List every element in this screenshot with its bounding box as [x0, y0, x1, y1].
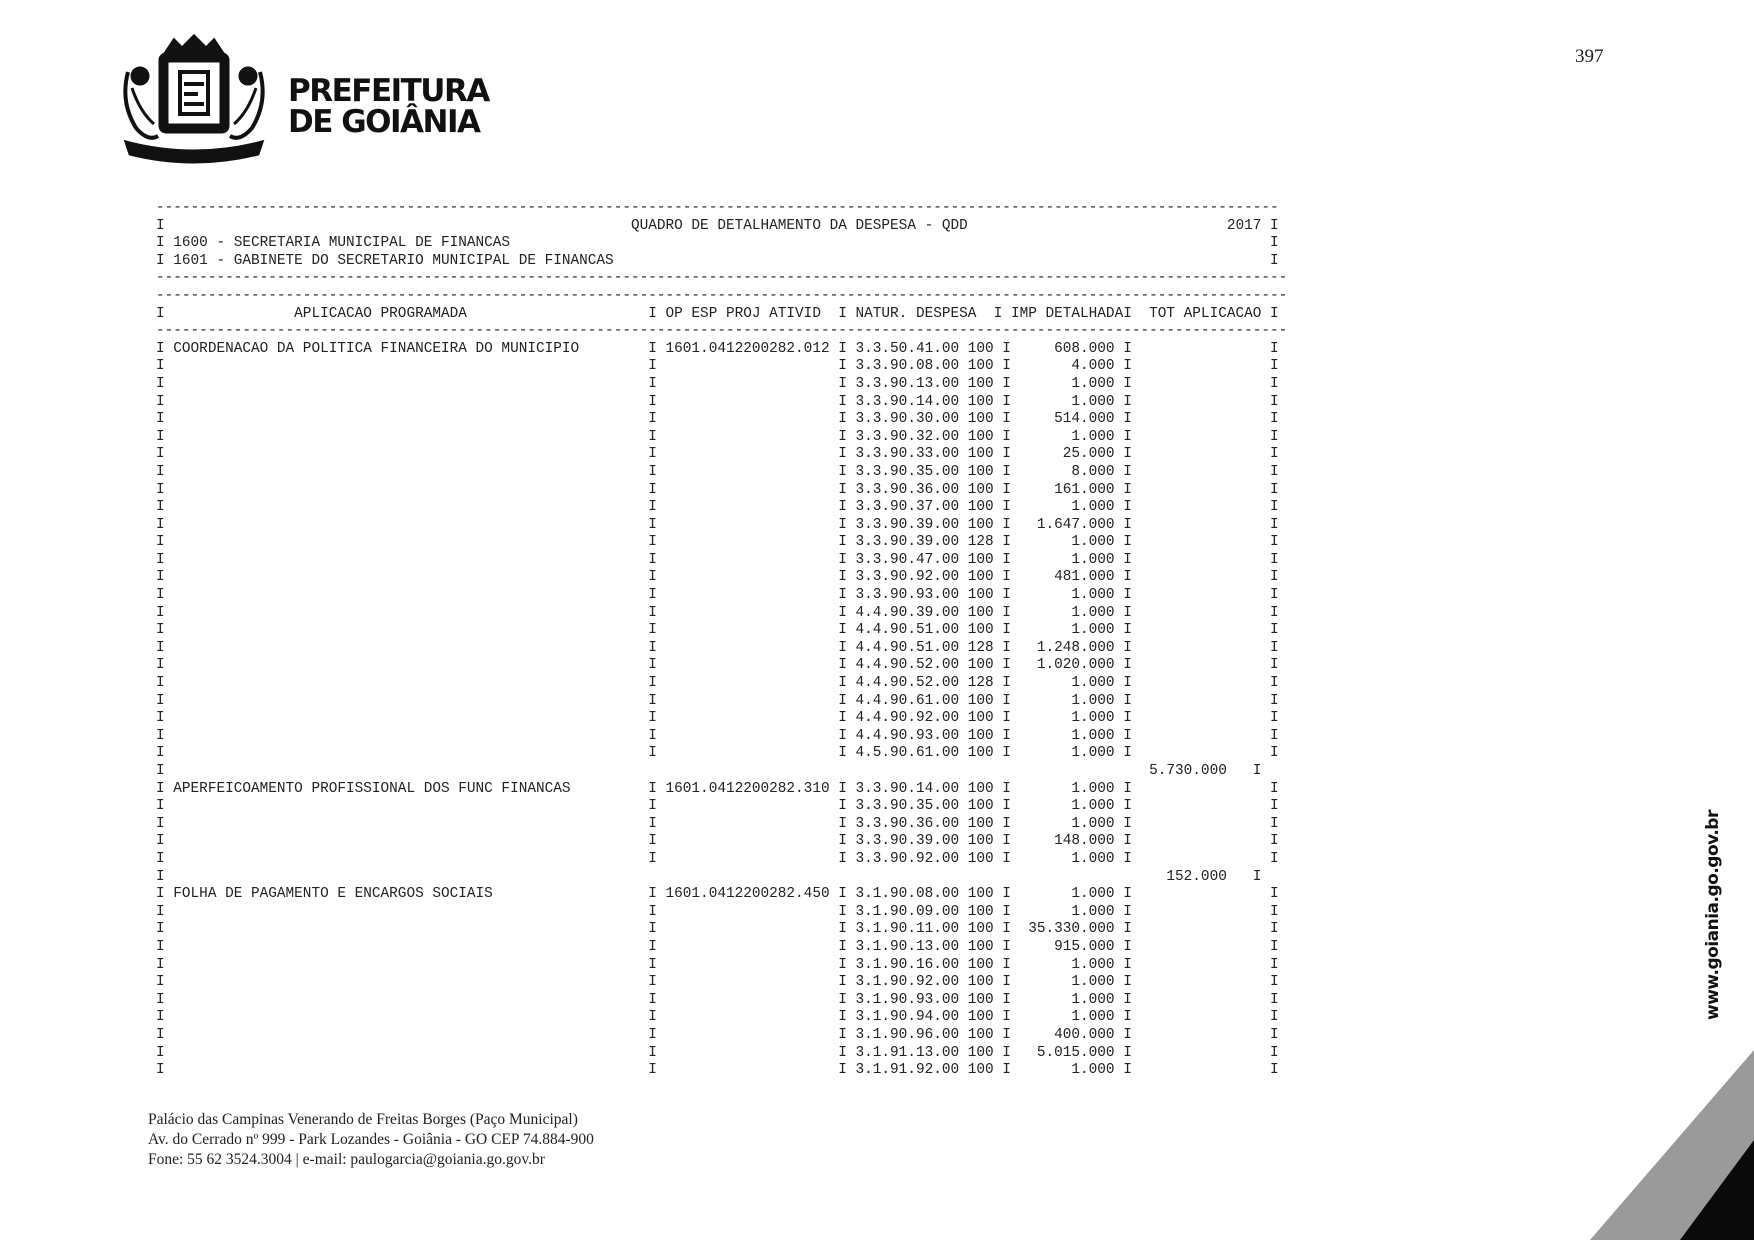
report-line: ----------------------------------------------------------------------------------------------------------------------------------- [156, 270, 1288, 287]
report-line: I I I 3.3.90.39.00 100 I 148.000 I I [156, 833, 1279, 850]
qdd-report-table [156, 200, 1287, 1080]
report-line: I I I 4.4.90.61.00 100 I 1.000 I I [156, 692, 1279, 709]
report-line: I I I 3.3.90.33.00 100 I 25.000 I I [156, 446, 1279, 463]
report-line: I I I 3.1.90.13.00 100 I 915.000 I I [156, 938, 1279, 955]
report-line: I I I 3.1.90.93.00 100 I 1.000 I I [156, 991, 1279, 1008]
report-line: I I I 3.3.90.39.00 100 I 1.647.000 I I [156, 516, 1279, 533]
report-line: I 5.730.000 I [156, 763, 1262, 779]
report-line: I I I 3.3.90.36.00 100 I 161.000 I I [156, 481, 1279, 498]
report-line: I 1601 - GABINETE DO SECRETARIO MUNICIPAL DE FINANCAS I [156, 252, 1279, 269]
report-line: I I I 3.1.90.94.00 100 I 1.000 I I [156, 1009, 1279, 1026]
report-line: I I I 3.3.90.35.00 100 I 1.000 I I [156, 798, 1279, 815]
report-line: I APERFEICOAMENTO PROFISSIONAL DOS FUNC FINANCAS I 1601.0412200282.310 I 3.3.90.14.00 100 I 1.000 I I [156, 780, 1279, 797]
report-line: I I I 3.3.90.13.00 100 I 1.000 I I [156, 375, 1279, 392]
report-line: I I I 3.3.90.47.00 100 I 1.000 I I [156, 551, 1279, 568]
report-line: I I I 3.1.90.11.00 100 I 35.330.000 I I [156, 921, 1279, 938]
report-line: I COORDENACAO DA POLITICA FINANCEIRA DO MUNICIPIO I 1601.0412200282.012 I 3.3.50.41.00 100 I 608.000 I I [156, 340, 1279, 357]
report-line: I I I 3.3.90.30.00 100 I 514.000 I I [156, 411, 1279, 428]
footer-line-1: Palácio das Campinas Venerando de Freitas Borges (Paço Municipal) [148, 1111, 578, 1128]
report-line: I I I 4.4.90.39.00 100 I 1.000 I I [156, 604, 1279, 621]
report-line: I I I 3.3.90.14.00 100 I 1.000 I I [156, 393, 1279, 410]
report-line: I I I 3.1.91.92.00 100 I 1.000 I I [156, 1062, 1279, 1079]
report-line: I I I 4.4.90.52.00 128 I 1.000 I I [156, 675, 1279, 692]
footer-address [148, 1110, 594, 1170]
report-line: I I I 3.3.90.92.00 100 I 481.000 I I [156, 569, 1279, 586]
city-coat-of-arms-icon [118, 32, 270, 164]
report-line: I I I 3.3.90.35.00 100 I 8.000 I I [156, 463, 1279, 480]
report-line: I I I 3.1.90.92.00 100 I 1.000 I I [156, 974, 1279, 991]
report-line: I I I 3.1.90.09.00 100 I 1.000 I I [156, 903, 1279, 920]
report-line: ----------------------------------------------------------------------------------------------------------------------------------- [156, 323, 1288, 340]
report-line: I I I 3.3.90.39.00 128 I 1.000 I I [156, 534, 1279, 551]
report-line: I FOLHA DE PAGAMENTO E ENCARGOS SOCIAIS I 1601.0412200282.450 I 3.1.90.08.00 100 I 1.000 I I [156, 886, 1279, 903]
page-number: 397 [1575, 46, 1604, 67]
report-line: I I I 3.1.90.96.00 100 I 400.000 I I [156, 1026, 1279, 1043]
corner-decoration [1590, 1050, 1754, 1240]
report-line: I I I 3.3.90.08.00 100 I 4.000 I I [156, 358, 1279, 375]
report-line: I I I 4.4.90.51.00 100 I 1.000 I I [156, 622, 1279, 639]
report-line: I I I 3.1.91.13.00 100 I 5.015.000 I I [156, 1044, 1279, 1061]
report-line: I I I 3.3.90.93.00 100 I 1.000 I I [156, 587, 1279, 604]
report-line: I 1600 - SECRETARIA MUNICIPAL DE FINANCAS I [156, 235, 1279, 252]
report-line: ---------------------------------------------------------------------------------------------------------------------------------- [156, 200, 1279, 216]
report-line: I I I 4.4.90.52.00 100 I 1.020.000 I I [156, 657, 1279, 674]
report-line: I I I 4.4.90.92.00 100 I 1.000 I I [156, 710, 1279, 727]
report-line: I I I 4.4.90.51.00 128 I 1.248.000 I I [156, 639, 1279, 656]
report-line: I 152.000 I [156, 868, 1262, 885]
report-line: ----------------------------------------------------------------------------------------------------------------------------------- [156, 287, 1288, 304]
report-line: I I I 3.3.90.92.00 100 I 1.000 I I [156, 850, 1279, 867]
report-line: I APLICACAO PROGRAMADA I OP ESP PROJ ATIVID I NATUR. DESPESA I IMP DETALHADAI TOT APLICACAO I [156, 305, 1279, 322]
report-line: I I I 3.1.90.16.00 100 I 1.000 I I [156, 956, 1279, 973]
brand-wordmark [288, 73, 489, 140]
report-line: I QUADRO DE DETALHAMENTO DA DESPESA - QDD 2017 I [156, 217, 1279, 234]
report-line: I I I 4.5.90.61.00 100 I 1.000 I I [156, 745, 1279, 762]
report-line: I I I 4.4.90.93.00 100 I 1.000 I I [156, 727, 1279, 744]
report-line: I I I 3.3.90.37.00 100 I 1.000 I I [156, 499, 1279, 516]
brand-line-2: DE GOIÂNIA [288, 104, 480, 140]
side-website-url: www.goiania.go.gov.br [1703, 810, 1723, 1020]
report-line: I I I 3.3.90.36.00 100 I 1.000 I I [156, 815, 1279, 832]
report-line: I I I 3.3.90.32.00 100 I 1.000 I I [156, 428, 1279, 445]
brand-line-1: PREFEITURA [288, 73, 489, 109]
footer-line-2: Av. do Cerrado nº 999 - Park Lozandes - Goiânia - GO CEP 74.884-900 [148, 1131, 594, 1148]
footer-line-3: Fone: 55 62 3524.3004 | e-mail: paulogarcia@goiania.go.gov.br [148, 1151, 545, 1168]
